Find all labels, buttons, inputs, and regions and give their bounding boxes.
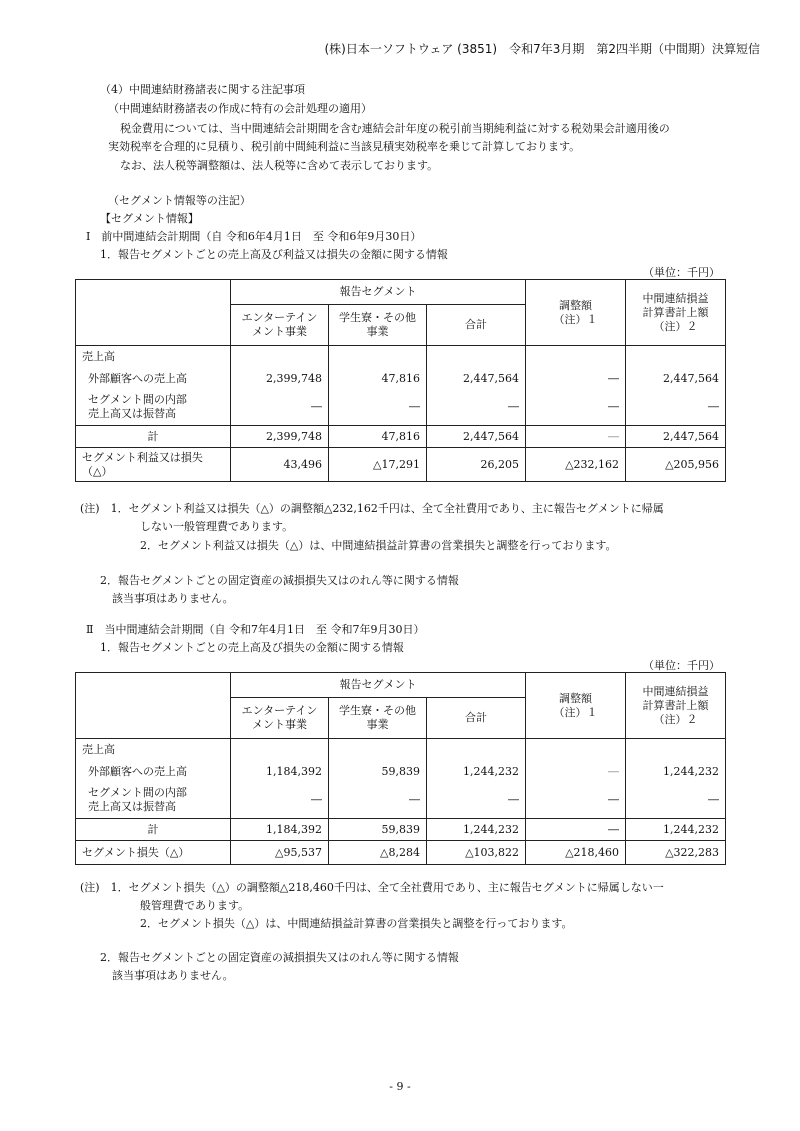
period1-item2-text: 該当事項はありません。: [112, 592, 234, 605]
consolidated-header: 中間連結損益 計算書計上額 （注）２: [626, 280, 726, 346]
dormitory-header: 学生寮・その他 事業: [329, 698, 427, 739]
notes-subheading: （中間連結財務諸表の作成に特有の会計処理の適用）: [108, 102, 372, 115]
table-row: セグメント損失（△） △95,537 △8,284 △103,822 △218,460 △322,283: [76, 841, 726, 865]
period1-note1-cont: しない一般管理費であります。: [140, 520, 294, 533]
table-row: 計 2,399,748 47,816 2,447,564 ― 2,447,564: [76, 426, 726, 448]
notes-paragraph-1: 税金費用については、当中間連結会計期間を含む連結会計年度の税引前当期純利益に対する税効果会計適用後の: [120, 122, 670, 135]
sales-label: 売上高: [76, 739, 231, 761]
notes-heading: （4）中間連結財務諸表に関する注記事項: [100, 83, 305, 96]
segment-info-title: 【セグメント情報】: [100, 212, 199, 225]
intersegment-label: セグメント間の内部 売上高又は振替高: [76, 783, 231, 819]
reporting-segment-header: 報告セグメント: [231, 673, 526, 698]
segment-loss-label: セグメント損失（△）: [76, 841, 231, 865]
dormitory-header: 学生寮・その他 事業: [329, 305, 427, 346]
notes-paragraph-3: なお、法人税等調整額は、法人税等に含めて表示しております。: [120, 159, 439, 172]
subtotal-header: 合計: [427, 698, 526, 739]
period1-item2: 2．報告セグメントごとの固定資産の減損損失又はのれん等に関する情報: [100, 574, 459, 587]
period2-item1: 1．報告セグメントごとの売上高及び損失の金額に関する情報: [100, 641, 404, 654]
period1-unit: （単位：千円）: [643, 266, 720, 279]
subtotal-header: 合計: [427, 305, 526, 346]
period2-title: Ⅱ 当中間連結会計期間（自 令和7年4月1日 至 令和7年9月30日）: [86, 623, 425, 636]
total-label: 計: [76, 426, 231, 448]
sales-label: 売上高: [76, 346, 231, 368]
segment-table-prior: [75, 279, 726, 482]
period1-item1: 1．報告セグメントごとの売上高及び利益又は損失の金額に関する情報: [100, 248, 448, 261]
intersegment-label: セグメント間の内部 売上高又は振替高: [76, 390, 231, 426]
table-row: 外部顧客への売上高 2,399,748 47,816 2,447,564 ― 2,447,564: [76, 368, 726, 390]
page-header: (株)日本一ソフトウェア (3851) 令和7年3月期 第2四半期（中間期）決算短信: [324, 42, 760, 56]
corner-cell: [76, 673, 231, 739]
corner-cell: [76, 280, 231, 346]
adjustment-header: 調整額 （注）１: [526, 673, 626, 739]
period2-note2: 2．セグメント損失（△）は、中間連結損益計算書の営業損失と調整を行っております。: [140, 917, 573, 930]
entertainment-header: エンターテイン メント事業: [231, 698, 329, 739]
page-number: - 9 -: [389, 1080, 411, 1093]
segment-note-title: （セグメント情報等の注記）: [108, 194, 251, 207]
external-sales-label: 外部顧客への売上高: [76, 761, 231, 783]
entertainment-header: エンターテイン メント事業: [231, 305, 329, 346]
period2-unit: （単位：千円）: [643, 659, 720, 672]
period2-item2-text: 該当事項はありません。: [112, 969, 234, 982]
notes-paragraph-2: 実効税率を合理的に見積り、税引前中間純利益に当該見積実効税率を乗じて計算しております。: [108, 140, 581, 153]
table-row: セグメント間の内部 売上高又は振替高 ― ― ― ― ―: [76, 783, 726, 819]
adjustment-header: 調整額 （注）１: [526, 280, 626, 346]
table-row: セグメント利益又は損失 （△） 43,496 △17,291 26,205 △232,162 △205,956: [76, 448, 726, 482]
reporting-segment-header: 報告セグメント: [231, 280, 526, 305]
consolidated-header: 中間連結損益 計算書計上額 （注）２: [626, 673, 726, 739]
period1-note1: (注) 1．セグメント利益又は損失（△）の調整額△232,162千円は、全て全社費用であり、主に報告セグメントに帰属: [80, 502, 664, 515]
table-row: 外部顧客への売上高 1,184,392 59,839 1,244,232 ― 1,244,232: [76, 761, 726, 783]
external-sales-label: 外部顧客への売上高: [76, 368, 231, 390]
period2-note1-cont: 般管理費であります。: [140, 899, 250, 912]
period2-note1: (注) 1．セグメント損失（△）の調整額△218,460千円は、全て全社費用であり、主に報告セグメントに帰属しない一: [80, 881, 664, 894]
segment-table-current: [75, 672, 726, 865]
period2-item2: 2．報告セグメントごとの固定資産の減損損失又はのれん等に関する情報: [100, 951, 459, 964]
table-row: 計 1,184,392 59,839 1,244,232 ― 1,244,232: [76, 819, 726, 841]
period1-note2: 2．セグメント利益又は損失（△）は、中間連結損益計算書の営業損失と調整を行っております。: [140, 539, 617, 552]
period1-title: Ⅰ 前中間連結会計期間（自 令和6年4月1日 至 令和6年9月30日）: [86, 230, 422, 243]
table-row: セグメント間の内部 売上高又は振替高 ― ― ― ― ―: [76, 390, 726, 426]
total-label: 計: [76, 819, 231, 841]
segment-profit-label: セグメント利益又は損失 （△）: [76, 448, 231, 482]
